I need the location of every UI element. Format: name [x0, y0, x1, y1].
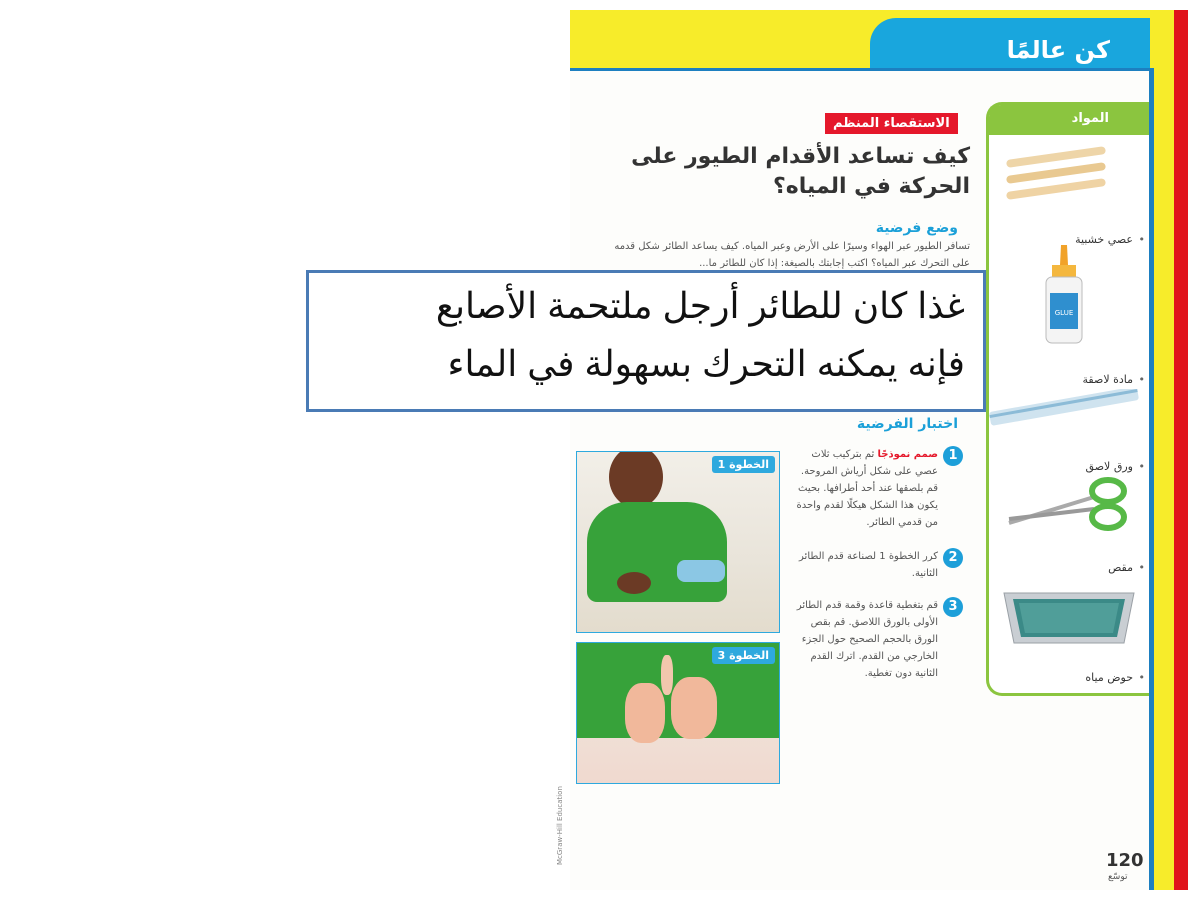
material-tray-label: حوض مياه •: [1085, 671, 1133, 684]
page-title: كيف تساعد الأقدام الطيور على الحركة في المياه؟: [631, 144, 970, 199]
hypothesis-text: تسافر الطيور عبر الهواء وسيرًا على الأرض وعبر المياه. كيف يساعد الطائر شكل قدمه على التحرك عبر المياه؟ اكتب إجابتك بالصيغة: إذا كان للطائر ما...: [614, 241, 970, 269]
materials-header: [989, 105, 1149, 135]
step2-number: 2: [943, 548, 963, 568]
materials-heading: المواد: [1071, 111, 1109, 126]
material-glue-label: مادة لاصقة •: [1083, 373, 1133, 386]
hypothesis-overlay-box: [306, 270, 986, 412]
step3-number: 3: [943, 597, 963, 617]
materials-panel: [986, 102, 1149, 696]
material-sticks-label: عصي خشبية •: [1075, 233, 1133, 246]
test-heading: اختبار الفرضية: [856, 416, 958, 432]
step1-body: ثم بتركيب ثلاث عصي على شكل أرياش المروحة. قم بلصقها عند أحد أطرافها. بحيث يكون هذا الشكل هيكلًا لقدم واحدة من قدمي الطائر.: [796, 449, 938, 528]
right-edge-red: [1174, 10, 1188, 890]
step1-photo: [576, 451, 780, 633]
water-tray-image: [999, 583, 1139, 653]
overlay-line-2: فإنه يمكنه التحرك بسهولة في الماء: [447, 343, 965, 384]
svg-text:GLUE: GLUE: [1054, 309, 1074, 317]
step1-badge: الخطوة 1: [712, 456, 775, 473]
glue-bottle-image: [1044, 245, 1084, 345]
inquiry-tag: الاستقصاء المنظم: [825, 113, 958, 134]
textbook-page: [556, 10, 1188, 890]
step1-number: 1: [943, 446, 963, 466]
header-tab: [870, 18, 1150, 68]
scissors-image: [1004, 475, 1134, 535]
overlay-line-1: غذا كان للطائر أرجل ملتحمة الأصابع: [435, 285, 965, 326]
hypothesis-heading: وضع فرضية: [875, 220, 958, 236]
publisher-credit: McGraw-Hill Education: [556, 786, 564, 865]
step3-badge: الخطوة 3: [712, 647, 775, 664]
step2-text: كرر الخطوة 1 لصناعة قدم الطائر الثانية.: [799, 551, 938, 579]
right-edge-yellow: [1154, 10, 1174, 890]
page-label: توسّع: [1108, 872, 1128, 882]
wooden-sticks-image: [1001, 145, 1111, 205]
step3-text: قم بتغطية قاعدة وقمة قدم الطائر الأولى بالورق اللاصق. قم بقص الورق بالحجم الصحيح حول الجزء الخارجي من القدم. اترك القدم الثانية دون تغطية.: [796, 600, 938, 679]
page-number: 120: [1106, 850, 1144, 871]
material-scissors-label: مقص •: [1108, 561, 1133, 574]
tape-roll-image: [989, 389, 1144, 429]
header-title: كن عالمًا: [1006, 36, 1110, 64]
header-divider: [570, 68, 1154, 71]
material-tape-label: ورق لاصق •: [1086, 460, 1133, 473]
step3-photo: [576, 642, 780, 784]
step1-text: [795, 446, 938, 531]
step1-highlight: صمم نموذجًا: [877, 449, 938, 460]
